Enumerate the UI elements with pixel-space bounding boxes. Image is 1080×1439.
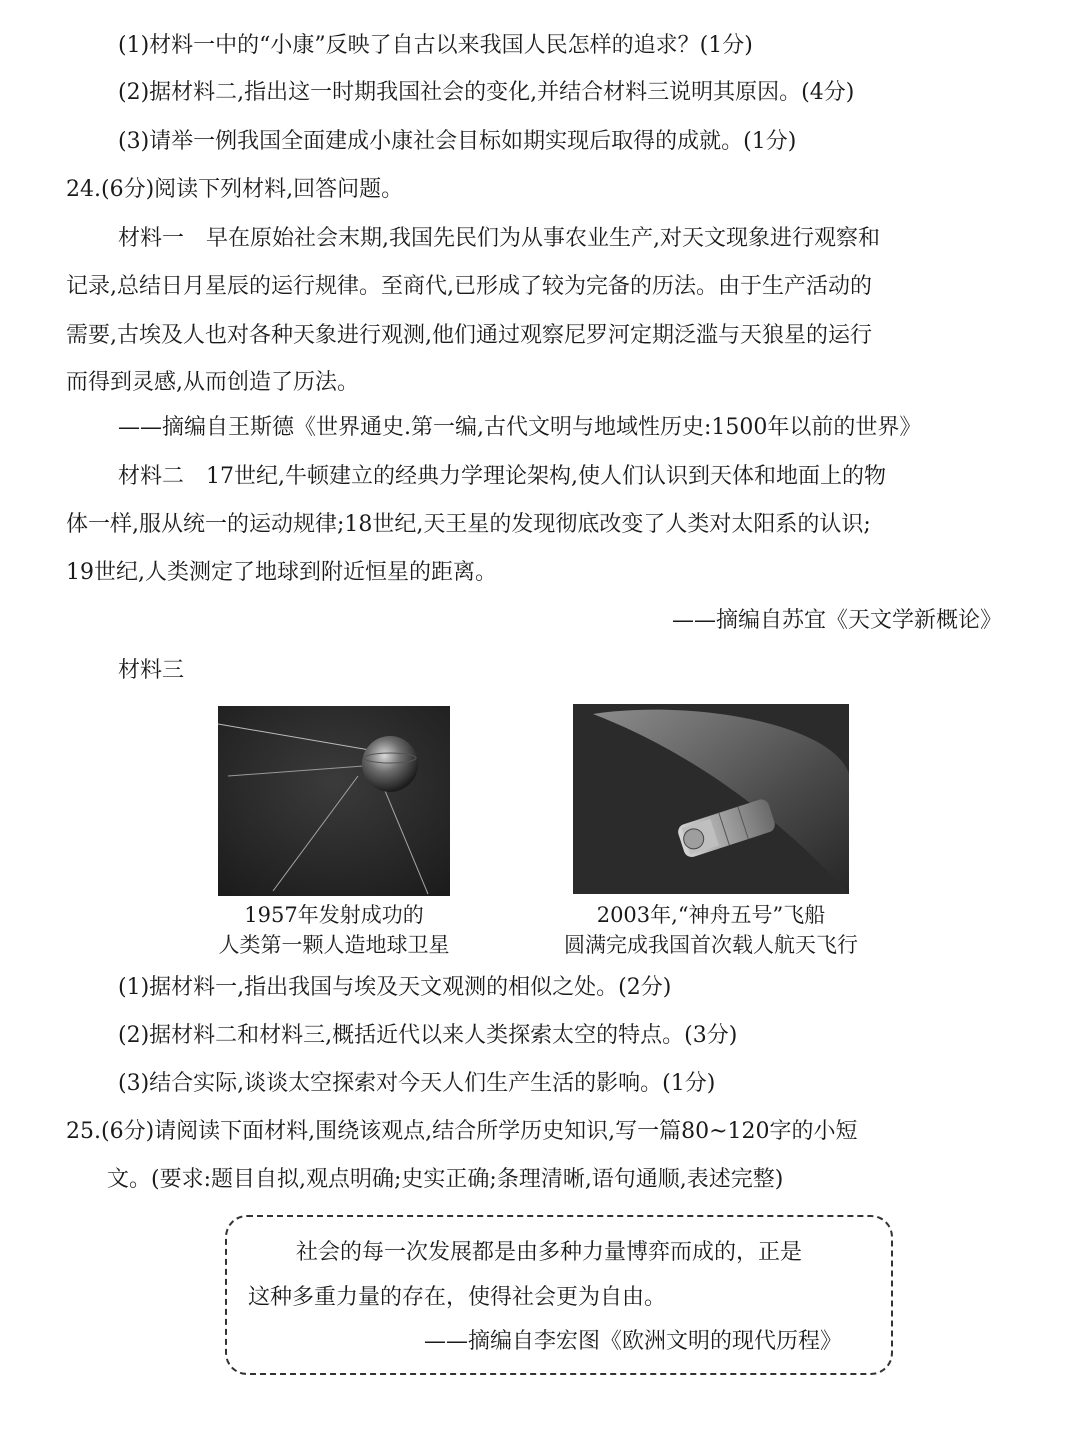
satellite-caption xyxy=(198,900,470,960)
q24-material2-line3: 19世纪,人类测定了地球到附近恒星的距离。 xyxy=(66,560,497,585)
q23-sub3: (3)请举一例我国全面建成小康社会目标如期实现后取得的成就。(1分) xyxy=(118,129,797,154)
quote-source: ——摘编自李宏图《欧洲文明的现代历程》 xyxy=(424,1329,843,1354)
q24-material2-source: ——摘编自苏宜《天文学新概论》 xyxy=(671,608,1002,633)
q24-material1-line2: 记录,总结日月星辰的运行规律。至商代,已形成了较为完备的历法。由于生产活动的 xyxy=(66,274,872,299)
q24-material1-source: ——摘编自王斯德《世界通史.第一编,古代文明与地域性历史:1500年以前的世界》 xyxy=(118,415,922,440)
shenzhou-image xyxy=(573,704,849,894)
spacecraft-caption-line2: 圆满完成我国首次载人航天飞行 xyxy=(564,933,858,957)
quote-line1: 社会的每一次发展都是由多种力量博弈而成的，正是 xyxy=(296,1240,803,1265)
quote-line2: 这种多重力量的存在，使得社会更为自由。 xyxy=(248,1285,667,1310)
q25-line1: 25.(6分)请阅读下面材料,围绕该观点,结合所学历史知识,写一篇80~120字的小短 xyxy=(66,1119,858,1144)
q23-sub1: (1)材料一中的“小康”反映了自古以来我国人民怎样的追求？(1分) xyxy=(118,33,753,58)
q24-material1-line4: 而得到灵感,从而创造了历法。 xyxy=(66,370,359,395)
q24-material2-line2: 体一样,服从统一的运动规律;18世纪,天王星的发现彻底改变了人类对太阳系的认识; xyxy=(66,512,871,537)
spacecraft-caption-line1: 2003年,“神舟五号”飞船 xyxy=(596,903,826,927)
q24-sub2: (2)据材料二和材料三,概括近代以来人类探索太空的特点。(3分) xyxy=(118,1023,738,1048)
sputnik-image xyxy=(218,706,450,896)
q24-sub1: (1)据材料一,指出我国与埃及天文观测的相似之处。(2分) xyxy=(118,975,672,1000)
satellite-photo xyxy=(218,706,450,896)
satellite-caption-line1: 1957年发射成功的 xyxy=(244,903,424,927)
q24-material1-line3: 需要,古埃及人也对各种天象进行观测,他们通过观察尼罗河定期泛滥与天狼星的运行 xyxy=(66,323,872,348)
spacecraft-photo xyxy=(573,704,849,894)
q24-material1-line1: 材料一 早在原始社会末期,我国先民们为从事农业生产,对天文现象进行观察和 xyxy=(118,226,880,251)
q24-header: 24.(6分)阅读下列材料,回答问题。 xyxy=(66,177,404,202)
q25-line2: 文。(要求:题目自拟,观点明确;史实正确;条理清晰,语句通顺,表述完整) xyxy=(107,1167,784,1192)
spacecraft-caption xyxy=(548,900,874,960)
q24-material2-line1: 材料二 17世纪,牛顿建立的经典力学理论架构,使人们认识到天体和地面上的物 xyxy=(118,464,886,489)
q23-sub2: (2)据材料二,指出这一时期我国社会的变化,并结合材料三说明其原因。(4分) xyxy=(118,80,855,105)
q24-material3-label: 材料三 xyxy=(118,658,185,683)
q24-sub3: (3)结合实际,谈谈太空探索对今天人们生产生活的影响。(1分) xyxy=(118,1071,716,1096)
satellite-caption-line2: 人类第一颗人造地球卫星 xyxy=(218,933,450,957)
